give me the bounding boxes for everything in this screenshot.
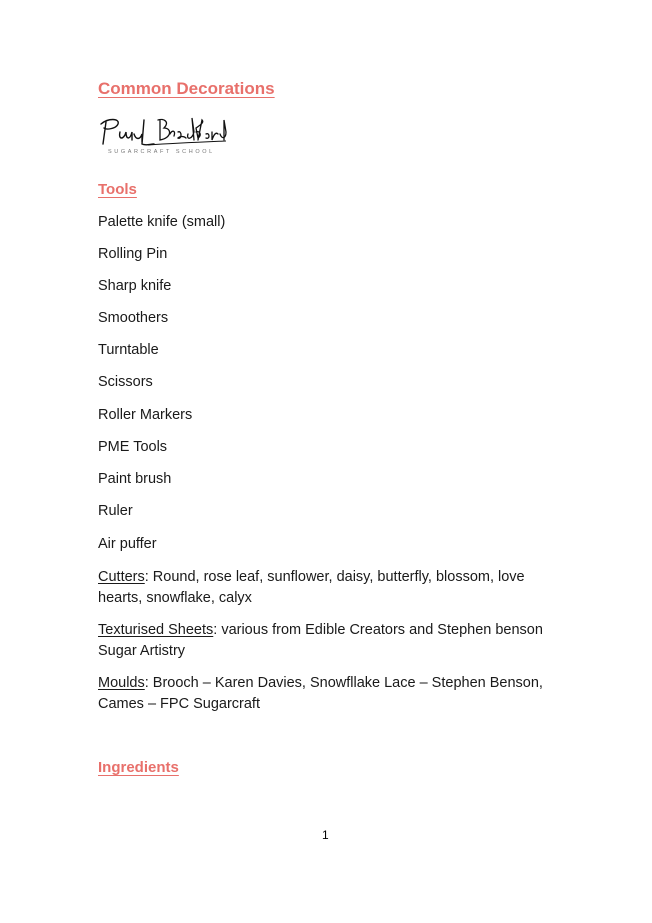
list-item: Paint brush [98, 471, 172, 487]
detail-moulds [98, 673, 558, 714]
detail-text: : various from Edible Creators and Stephen benson Sugar Artistry [98, 622, 543, 659]
list-item: Turntable [98, 342, 159, 358]
page-number: 1 [322, 828, 329, 842]
list-item: Palette knife (small) [98, 214, 226, 230]
detail-cutters [98, 567, 558, 608]
list-item: Smoothers [98, 310, 169, 326]
list-item: Roller Markers [98, 407, 193, 423]
detail-label: Texturised Sheets [98, 622, 214, 638]
list-item: Rolling Pin [98, 246, 168, 262]
list-item: Ruler [98, 503, 133, 519]
detail-label: Moulds [98, 675, 145, 691]
page-title: Common Decorations [98, 79, 275, 98]
section-heading-ingredients: Ingredients [98, 759, 179, 776]
logo-subtitle: SUGARCRAFT SCHOOL [108, 149, 215, 155]
list-item: Scissors [98, 374, 153, 390]
detail-text: : Round, rose leaf, sunflower, daisy, butterfly, blossom, love hearts, snowflake, calyx [98, 569, 525, 606]
list-item: Air puffer [98, 536, 157, 552]
list-item: PME Tools [98, 439, 168, 455]
detail-label: Cutters [98, 569, 145, 585]
section-heading-tools: Tools [98, 181, 137, 198]
detail-text: : Brooch – Karen Davies, Snowfllake Lace – Stephen Benson, Cames – FPC Sugarcraft [98, 675, 543, 712]
detail-texturised-sheets [98, 620, 558, 661]
list-item: Sharp knife [98, 278, 172, 294]
